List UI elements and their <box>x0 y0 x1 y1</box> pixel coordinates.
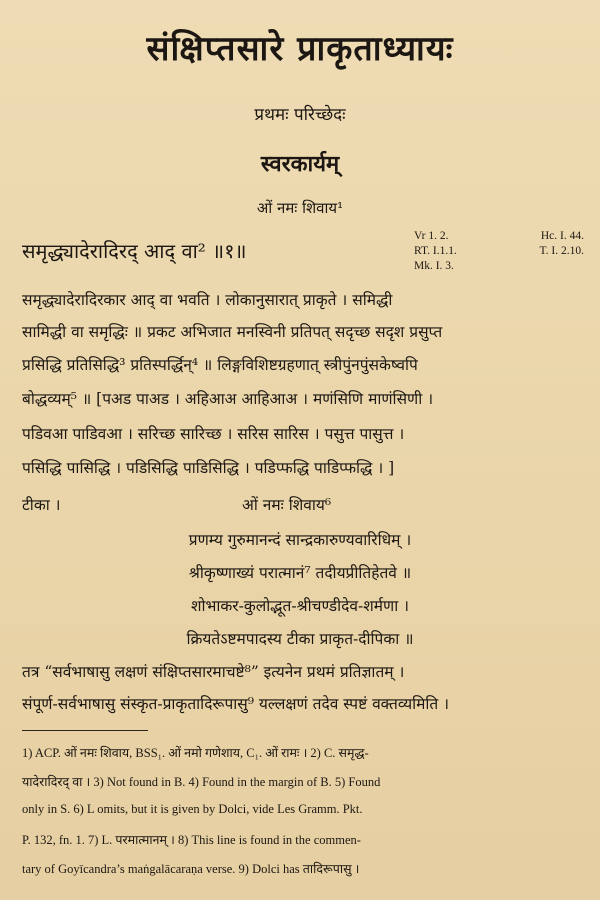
reference-right: T. I. 2.10. <box>539 245 584 257</box>
body-text-line: पडिवआ पाडिवआ । सरिच्छ सारिच्छ । सरिस सारिस । पसुत्त पासुत्त । <box>22 425 405 443</box>
reference-left: Vr 1. 2. <box>414 230 449 242</box>
reference-block <box>414 229 584 274</box>
reference-row <box>414 229 584 244</box>
verse-line: श्रीकृष्णाख्यं परात्मानं⁷ तदीयप्रीतिहेतवे ॥ <box>188 564 412 582</box>
reference-row <box>414 244 584 259</box>
reference-left: RT. I.1.1. <box>414 245 457 257</box>
chapter-subtitle: प्रथमः परिच्छेदः <box>254 105 346 125</box>
footnote-line: 1) ACP. ओं नमः शिवाय, BSS₁. ओं नमो गणेशाय, C₁. ओं रामः । 2) C. समृद्ध- <box>22 746 369 760</box>
reference-left: Mk. I. 3. <box>414 260 454 272</box>
verse-line: शोभाकर-कुलोद्भूत-श्रीचण्डीदेव-शर्मणा । <box>190 597 410 615</box>
body-text-line: सामिद्धी वा समृद्धिः ॥ प्रकट अभिजात मनस्विनी प्रतिपत् सदृच्छ सदृश प्रसुप्त <box>22 323 443 341</box>
footnote-line: tary of Goyīcandra’s maṅgalācaraṇa verse. 9) Dolci has तादिरूपासु । <box>22 862 360 876</box>
body-text-line: समृद्ध्यादेरादिरकार आद् वा भवति । लोकानुसारात् प्राकृते । समिद्धी <box>22 291 393 309</box>
footnote-line: यादेरादिरद् वा । 3) Not found in B. 4) Found in the margin of B. 5) Found <box>22 775 381 789</box>
verse-line: प्रणम्य गुरुमानन्दं सान्द्रकारुण्यवारिधिम् । <box>188 531 412 549</box>
commentary-prose-line: संपूर्ण-सर्वभाषासु संस्कृत-प्राकृतादिरूपासु⁹ यल्लक्षणं तदेव स्पष्टं वक्तव्यमिति । <box>22 695 450 713</box>
reference-row <box>414 259 584 274</box>
verse-line: क्रियतेऽष्टमपादस्य टीका प्राकृत-दीपिका ॥ <box>186 630 414 648</box>
footnote-divider <box>22 730 148 731</box>
commentary-invocation: ओं नमः शिवाय⁶ <box>242 496 332 514</box>
invocation: ओं नमः शिवाय¹ <box>256 199 344 217</box>
sutra-text: समृद्ध्यादेरादिरद् आद् वा² ॥१॥ <box>22 239 247 263</box>
commentary-prose-line: तत्र “सर्वभाषासु लक्षणं संक्षिप्तसारमाचष्टे⁸” इत्यनेन प्रथमं प्रतिज्ञातम् । <box>22 663 405 681</box>
body-text-line: बोद्धव्यम्⁵ ॥ [पअड पाअड । अहिआअ आहिआअ । मणंसिणि माणंसिणी । <box>22 390 434 408</box>
body-text-line: पसिद्धि पासिद्धि । पडिसिद्धि पाडिसिद्धि । पडिप्फद्धि पाडिप्फद्धि । ] <box>22 459 395 477</box>
footnote-line: only in S. 6) L omits, but it is given by Dolci, vide Les Gramm. Pkt. <box>22 802 363 816</box>
body-text-line: प्रसिद्धि प्रतिसिद्धि³ प्रतिस्पर्द्धिन्⁴ ॥ लिङ्गविशिष्टग्रहणात् स्त्रीपुंनपुंसकेष्वपि <box>22 356 418 374</box>
footnote-line: P. 132, fn. 1. 7) L. परमात्मानम् । 8) This line is found in the commen- <box>22 833 361 847</box>
page-title: संक्षिप्तसारे प्राकृताध्यायः <box>146 29 454 69</box>
reference-right: Hc. I. 44. <box>540 230 584 242</box>
commentary-label: टीका । <box>22 496 61 514</box>
section-heading: स्वरकार्यम् <box>260 151 340 177</box>
